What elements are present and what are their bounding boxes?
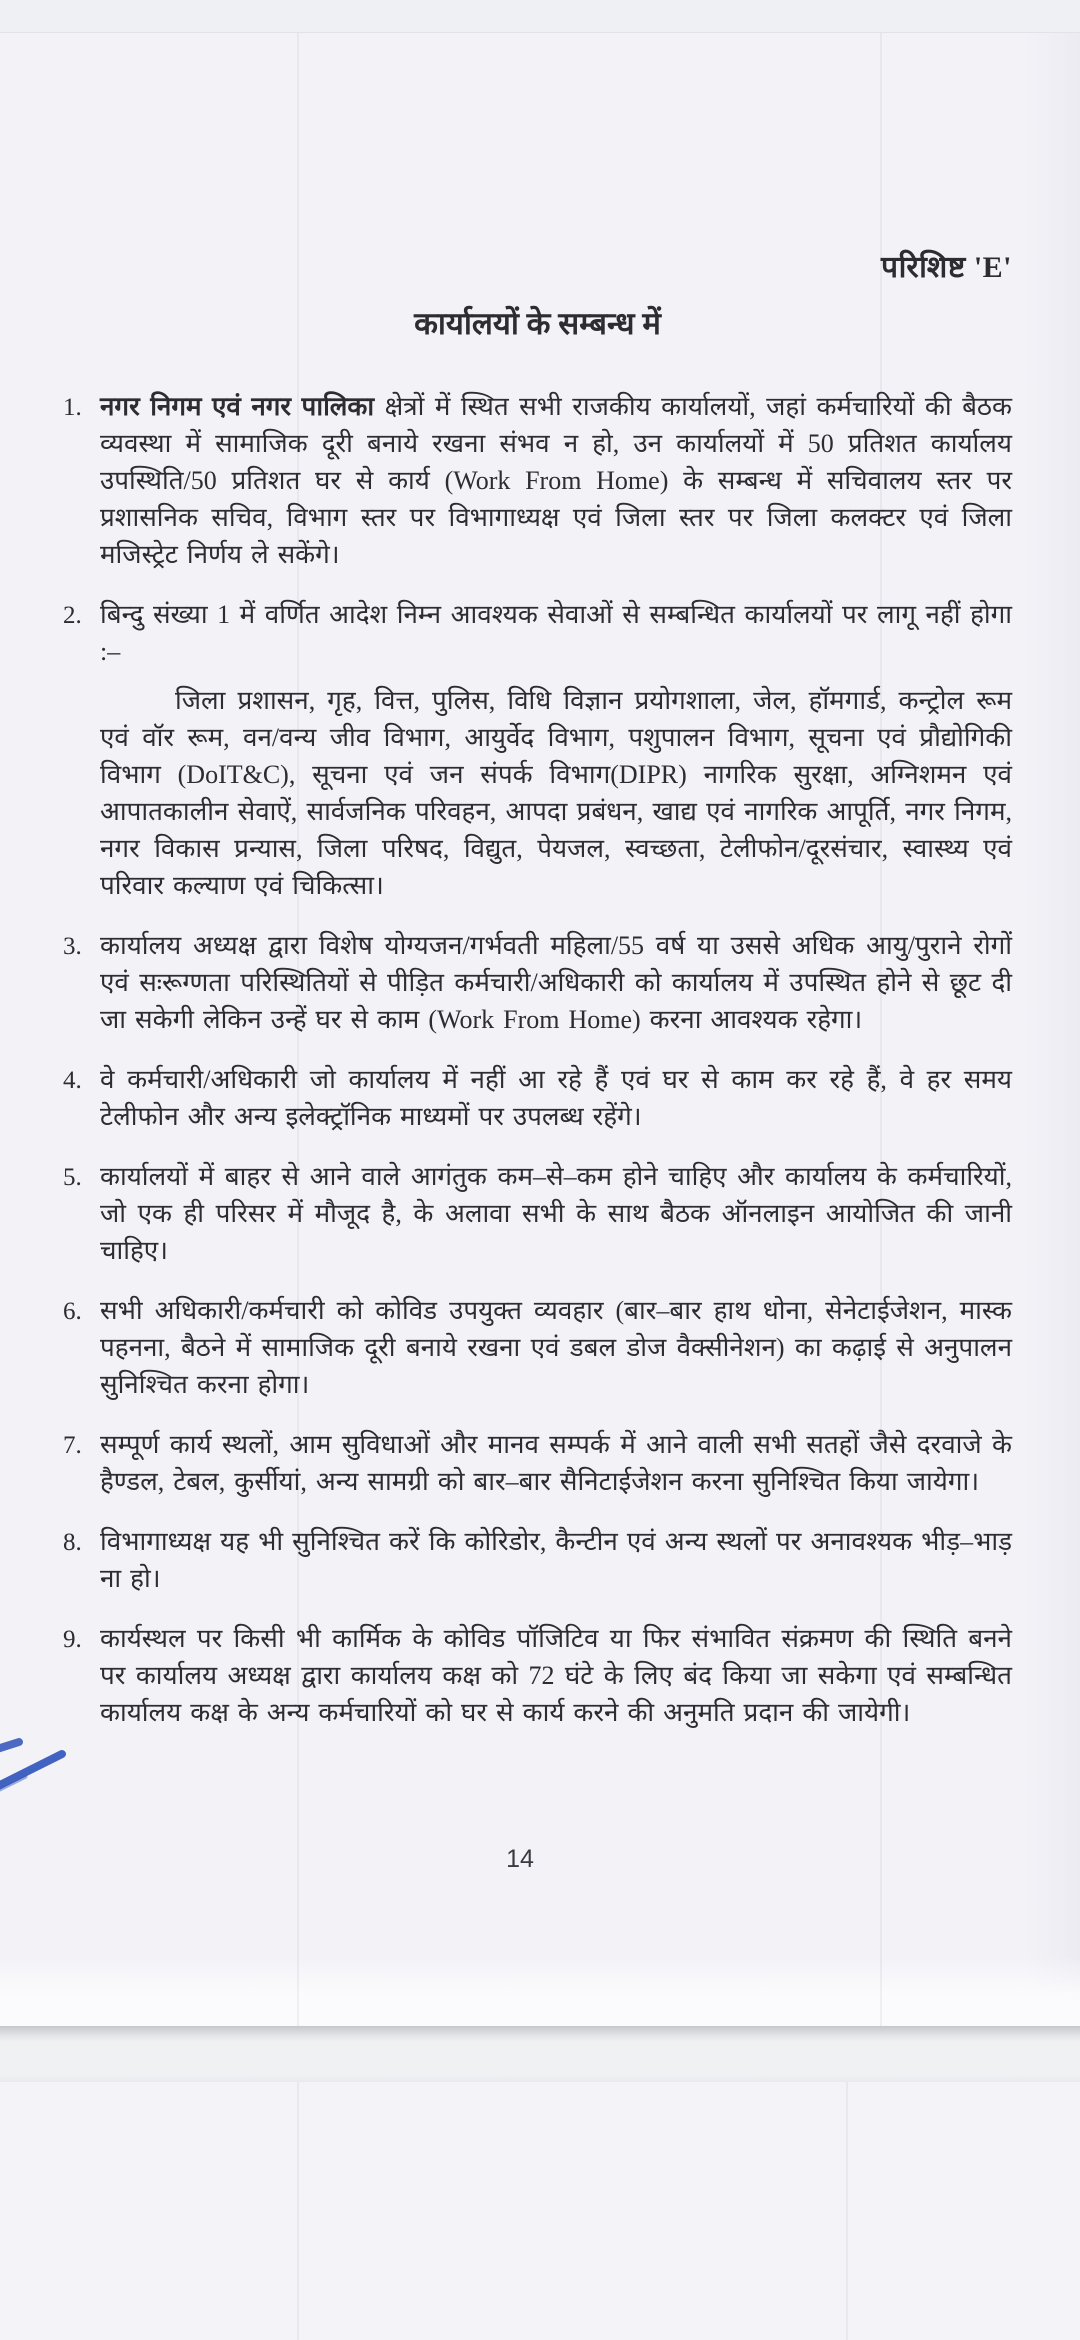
list-item — [63, 388, 1012, 573]
page-title: कार्यालयों के सम्बन्ध में — [414, 306, 661, 341]
page-content — [0, 33, 1080, 2026]
appendix-label: परिशिष्ट 'E' — [881, 251, 1012, 284]
item-text: वे कर्मचारी/अधिकारी जो कार्यालय में नहीं आ रहे हैं एवं घर से काम कर रहे हैं, वे हर समय टेलीफोन और अन्य इलेक्ट्रॉनिक माध्यमों पर उपलब्ध रहेंगे। — [100, 1065, 1012, 1131]
list-item — [63, 927, 1012, 1038]
handwritten-tick-mark — [0, 1701, 90, 1793]
item-text: सभी अधिकारी/कर्मचारी को कोविड उपयुक्त व्यवहार (बार–बार हाथ धोना, सेनेटाईजेशन, मास्क पहनना, बैठने में सामाजिक दूरी बनाये रखना एवं डबल डोज वैक्सीनेशन) का कढ़ाई से अनुपालन सुनिश्चित करना होगा। — [100, 1296, 1012, 1399]
item-number: 9. — [63, 1626, 82, 1653]
list-item — [63, 1158, 1012, 1269]
document-page-2 — [0, 2082, 1080, 2340]
item-text: सम्पूर्ण कार्य स्थलों, आम सुविधाओं और मानव सम्पर्क में आने वाली सभी सतहों जैसे दरवाजे के हैण्डल, टेबल, कुर्सीयां, अन्य सामग्री को बार–बार सैनिटाईजेशन करना सुनिश्चित किया जायेगा। — [100, 1430, 1012, 1496]
page-number: 14 — [506, 1845, 534, 1873]
list-item — [63, 1292, 1012, 1403]
item-number: 5. — [63, 1164, 82, 1191]
item-text — [100, 388, 1012, 573]
page-separator — [0, 2026, 1080, 2082]
item-number: 1. — [63, 394, 82, 421]
item-text: कार्यालयों में बाहर से आने वाले आगंतुक कम–से–कम होने चाहिए और कार्यालय के कर्मचारियों, जो एक ही परिसर में मौजूद है, के अलावा सभी के साथ बैठक ऑनलाइन आयोजित की जानी चाहिए। — [100, 1162, 1012, 1265]
item-number: 7. — [63, 1432, 82, 1459]
item-text: कार्यस्थल पर किसी भी कार्मिक के कोविड पॉजिटिव या फिर संभावित संक्रमण की स्थिति बनने पर कार्यालय अध्यक्ष द्वारा कार्यालय कक्ष को 72 घंटे के लिए बंद किया जा सकेगा एवं सम्बन्धित कार्यालय कक्ष के अन्य कर्मचारियों को घर से कार्य करने की अनुमति प्रदान की जायेगी। — [100, 1624, 1012, 1727]
list-item — [63, 1061, 1012, 1135]
viewer-top-bar — [0, 0, 1080, 33]
item-number: 6. — [63, 1298, 82, 1325]
document-page-1 — [0, 33, 1080, 2026]
item-text: विभागाध्यक्ष यह भी सुनिश्चित करें कि कोरिडोर, कैन्टीन एवं अन्य स्थलों पर अनावश्यक भीड़–भाड़ ना हो। — [100, 1527, 1012, 1593]
item-text: बिन्दु संख्या 1 में वर्णित आदेश निम्न आवश्यक सेवाओं से सम्बन्धित कार्यालयों पर लागू नहीं होगा :– — [100, 600, 1012, 666]
numbered-list — [63, 388, 1012, 1731]
list-item — [63, 1426, 1012, 1500]
item-sub-paragraph: जिला प्रशासन, गृह, वित्त, पुलिस, विधि विज्ञान प्रयोगशाला, जेल, हॉमगार्ड, कन्ट्रोल रूम एवं वॉर रूम, वन/वन्य जीव विभाग, आयुर्वेद विभाग, पशुपालन विभाग, सूचना एवं प्रौद्योगिकी विभाग (DoIT&C), सूचना एवं जन संपर्क विभाग(DIPR) नागरिक सुरक्षा, अग्निशमन एवं आपातकालीन सेवाऐं, सार्वजनिक परिवहन, आपदा प्रबंधन, खाद्य एवं नागरिक आपूर्ति, नगर निगम, नगर विकास प्रन्यास, जिला परिषद, विद्युत, पेयजल, स्वच्छता, टेलीफोन/दूरसंचार, स्वास्थ्य एवं परिवार कल्याण एवं चिकित्सा। — [100, 686, 1012, 900]
item-text: कार्यालय अध्यक्ष द्वारा विशेष योग्यजन/गर्भवती महिला/55 वर्ष या उससे अधिक आयु/पुराने रोगों एवं सःरूग्णता परिस्थितियों से पीड़ित कर्मचारी/अधिकारी को कार्यालय में उपस्थित होने से छूट दी जा सकेगी लेकिन उन्हें घर से काम (Work From Home) करना आवश्यक रहेगा। — [100, 931, 1012, 1034]
item-text-rest: क्षेत्रों में स्थित सभी राजकीय कार्यालयों, जहां कर्मचारियों की बैठक व्यवस्था में सामाजिक दूरी बनाये रखना संभव न हो, उन कार्यालयों में 50 प्रतिशत कार्यालय उपस्थिति/50 प्रतिशत घर से कार्य (Work From Home) के सम्बन्ध में सचिवालय स्तर पर प्रशासनिक सचिव, विभाग स्तर पर विभागाध्यक्ष एवं जिला स्तर पर जिला कलक्टर एवं जिला मजिस्ट्रेट निर्णय ले सकेंगे। — [100, 392, 1012, 569]
item-number: 3. — [63, 933, 82, 960]
item-number: 8. — [63, 1529, 82, 1556]
item-number: 2. — [63, 602, 82, 629]
list-item — [63, 1620, 1012, 1731]
list-item — [63, 596, 1012, 904]
scan-fold-line — [846, 2082, 848, 2340]
scan-fold-line — [297, 2082, 299, 2340]
item-text-wrap — [100, 596, 1012, 904]
item-bold-lead: नगर निगम एवं नगर पालिका — [100, 392, 375, 421]
list-item — [63, 1523, 1012, 1597]
item-number: 4. — [63, 1067, 82, 1094]
